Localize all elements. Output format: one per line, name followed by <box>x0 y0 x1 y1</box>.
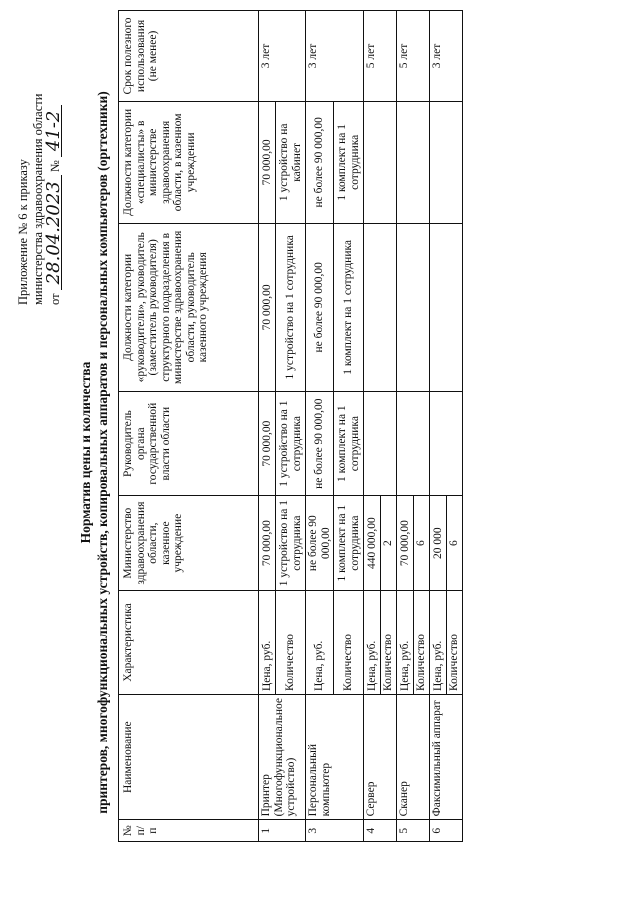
empty-cell <box>430 391 463 495</box>
row-name: Сервер <box>364 695 397 820</box>
qty-ministry: 2 <box>381 496 397 591</box>
price-ministry: 70 000,00 <box>259 496 276 591</box>
header-specialists: Должности категории «специалисты» в министерстве здравоохранения области, в казенном учреждении <box>119 101 259 223</box>
row-term: 5 лет <box>397 11 430 102</box>
qty-leaders: 1 устройство на 1 сотрудника <box>276 223 306 391</box>
number-label: № <box>48 160 62 173</box>
table-row <box>397 11 414 842</box>
qty-ministry: 1 комплект на 1 сотрудника <box>334 496 364 591</box>
norms-table <box>118 10 463 842</box>
row-num: 5 <box>397 820 430 842</box>
qty-leaders: 1 комплект на 1 сотрудника <box>334 223 364 391</box>
empty-cell <box>364 101 397 223</box>
qty-specialists: 1 устройство на кабинет <box>276 101 306 223</box>
price-label: Цена, руб. <box>259 590 276 694</box>
table-row <box>306 11 334 842</box>
price-label: Цена, руб. <box>430 590 447 694</box>
header-characteristic: Характеристика <box>119 590 259 694</box>
table-header-row <box>119 11 259 842</box>
document-title: Норматив цены и количества <box>78 361 93 544</box>
header-term: Срок полезного использования (не менее) <box>119 11 259 102</box>
row-num: 6 <box>430 820 463 842</box>
qty-label: Количество <box>414 590 430 694</box>
appendix-block <box>16 15 63 305</box>
row-term: 3 лет <box>259 11 306 102</box>
price-head: 70 000,00 <box>259 391 276 495</box>
row-name: Персональный компьютер <box>306 695 364 820</box>
price-ministry: 70 000,00 <box>397 496 414 591</box>
price-head: не более 90 000,00 <box>306 391 334 495</box>
qty-specialists: 1 комплект на 1 сотрудника <box>334 101 364 223</box>
empty-cell <box>430 223 463 391</box>
header-num: № п/п <box>119 820 259 842</box>
qty-ministry: 1 устройство на 1 сотрудника <box>276 496 306 591</box>
table-row <box>259 11 276 842</box>
empty-cell <box>364 223 397 391</box>
row-term: 5 лет <box>364 11 397 102</box>
table-row <box>364 11 381 842</box>
price-leaders: не более 90 000,00 <box>306 223 334 391</box>
row-term: 3 лет <box>306 11 364 102</box>
qty-head: 1 устройство на 1 сотрудника <box>276 391 306 495</box>
from-label: от <box>48 293 62 305</box>
price-specialists: не более 90 000,00 <box>306 101 334 223</box>
header-ministry: Министерство здравоохранения области, казенное учреждение <box>119 496 259 591</box>
qty-ministry: 6 <box>447 496 463 591</box>
row-name: Сканер <box>397 695 430 820</box>
qty-label: Количество <box>276 590 306 694</box>
table-row <box>430 11 447 842</box>
qty-label: Количество <box>334 590 364 694</box>
qty-ministry: 6 <box>414 496 430 591</box>
price-leaders: 70 000,00 <box>259 223 276 391</box>
document-subtitle: принтеров, многофункциональных устройств, копировальных аппаратов и персональных компьютеров (оргтехники) <box>95 91 110 814</box>
qty-head: 1 комплект на 1 сотрудника <box>334 391 364 495</box>
price-specialists: 70 000,00 <box>259 101 276 223</box>
header-leaders: Должности категории «руководители», руководитель (заместитель руководителя) структурного подразделения в министерстве здравоохранения области, руководитель казенного учреждения <box>119 223 259 391</box>
row-name: Факсимильный аппарат <box>430 695 463 820</box>
price-ministry: не более 90 000,00 <box>306 496 334 591</box>
appendix-line-2: министерства здравоохранения области <box>31 93 45 305</box>
price-label: Цена, руб. <box>397 590 414 694</box>
appendix-line-1: Приложение № 6 к приказу <box>16 159 30 305</box>
price-label: Цена, руб. <box>306 590 334 694</box>
price-ministry: 20 000 <box>430 496 447 591</box>
price-label: Цена, руб. <box>364 590 381 694</box>
row-term: 3 лет <box>430 11 463 102</box>
header-name: Наименование <box>119 695 259 820</box>
appendix-date-line <box>43 15 64 305</box>
row-num: 3 <box>306 820 364 842</box>
empty-cell <box>364 391 397 495</box>
row-num: 1 <box>259 820 306 842</box>
handwritten-number: 41-2 <box>46 105 62 157</box>
handwritten-date: 28.04.2023 <box>46 175 62 290</box>
qty-label: Количество <box>447 590 463 694</box>
price-ministry: 440 000,00 <box>364 496 381 591</box>
empty-cell <box>397 223 430 391</box>
qty-label: Количество <box>381 590 397 694</box>
row-num: 4 <box>364 820 397 842</box>
header-head: Руководитель органа государственной власти области <box>119 391 259 495</box>
row-name: Принтер (Многофункциональное устройство) <box>259 695 306 820</box>
empty-cell <box>430 101 463 223</box>
empty-cell <box>397 391 430 495</box>
empty-cell <box>397 101 430 223</box>
